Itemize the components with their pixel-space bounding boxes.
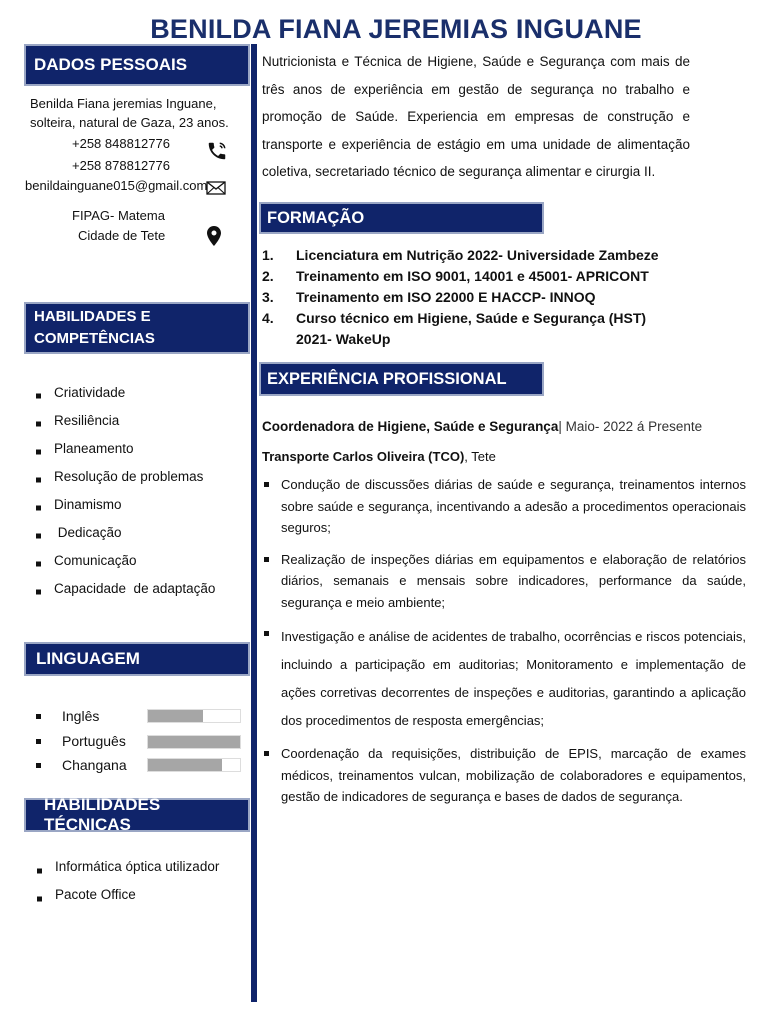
section-title: EXPERIÊNCIA PROFISSIONAL [267, 369, 507, 388]
technical-skills-list [31, 857, 219, 913]
list-item: Condução de discussões diárias de saúde e segurança, treinamentos internos sobre saúde e segurança, incentivando a adesão a procedimentos operacionais seguros; [262, 474, 746, 539]
bullet [36, 739, 41, 744]
location-pin-icon [207, 226, 221, 246]
item-text: Curso técnico em Higiene, Saúde e Segurança (HST) 2021- WakeUp [296, 310, 647, 347]
section-header-technical [24, 795, 250, 834]
section-header-education [259, 202, 544, 234]
section-header-experience [259, 362, 544, 396]
personal-line: solteira, natural de Gaza, 23 anos. [30, 115, 229, 130]
section-title: HABILIDADES TÉCNICAS [44, 795, 161, 834]
personal-line: Benilda Fiana jeremias Inguane, [30, 96, 217, 111]
item-text: Treinamento em ISO 9001, 14001 e 45001- APRICONT [296, 268, 649, 284]
list-item [262, 266, 702, 287]
list-item: Resolução de problemas [30, 466, 215, 494]
section-title: LINGUAGEM [36, 649, 140, 668]
language-row [36, 706, 99, 726]
language-row [36, 755, 127, 775]
company-name: Transporte Carlos Oliveira (TCO) [262, 449, 465, 464]
section-title: COMPETÊNCIAS [34, 330, 155, 347]
candidate-name: BENILDA FIANA JEREMIAS INGUANE [150, 14, 642, 44]
phone-icon [206, 140, 228, 162]
section-header-languages [24, 642, 250, 676]
language-level-bar [147, 709, 241, 723]
language-level-fill [148, 759, 222, 771]
language-name: Inglês [62, 708, 100, 724]
section-title: DADOS PESSOAIS [34, 55, 188, 74]
list-item: Capacidade de adaptação [30, 578, 215, 606]
language-level-fill [148, 710, 203, 722]
list-item: Criatividade [30, 382, 215, 410]
item-number: 3. [262, 289, 274, 305]
section-header-personal [24, 44, 250, 86]
language-name: Changana [62, 757, 127, 773]
job-period: | Maio- 2022 á Presente [558, 419, 703, 434]
education-list [262, 245, 702, 350]
list-item: Resiliência [30, 410, 215, 438]
language-level-bar [147, 758, 241, 772]
list-item: Dinamismo [30, 494, 215, 522]
email-address: benildainguane015@gmail.com [25, 178, 208, 193]
language-level-bar [147, 735, 241, 749]
list-item: Coordenação da requisições, distribuição de EPIS, marcação de exames médicos, treinamentos vulcan, mobilização de colaboradores e equipamentos, gestão de indicadores de segurança e bases de dados de segurança. [262, 743, 746, 808]
address-line: Cidade de Tete [78, 228, 166, 243]
language-level-fill [148, 736, 240, 748]
list-item: Investigação e análise de acidentes de trabalho, ocorrências e riscos potenciais, incluindo a participação em auditorias; Monitoramento e implementação de ações corretivas decorrentes de inspeções e auditorias, garantindo a aplicação dos procedimentos de resposta emergências; [262, 623, 746, 735]
item-text: Licenciatura em Nutrição 2022- Universidade Zambeze [296, 247, 659, 263]
envelope-icon [206, 181, 226, 195]
company-location: , Tete [464, 449, 496, 464]
phone-number: +258 878812776 [72, 158, 170, 173]
list-item: Comunicação [30, 550, 215, 578]
list-item [262, 245, 702, 266]
item-number: 2. [262, 268, 274, 284]
list-item: Informática óptica utilizador [31, 857, 219, 885]
vertical-divider [251, 44, 257, 1002]
profile-summary: Nutricionista e Técnica de Higiene, Saúde e Segurança com mais de três anos de experiência em gestão de segurança no trabalho e promoção de Saúde. Experiencia em empresas de construção e transporte e experiência de estágio em uma unidade de alimentação coletiva, secretariado técnico de segurança alimentar e cirurgia II. [262, 54, 690, 179]
job-heading [262, 419, 702, 434]
language-row [36, 731, 126, 751]
job-title: Coordenadora de Higiene, Saúde e Segurança [262, 419, 559, 434]
address-line: FIPAG- Matema [72, 208, 165, 223]
item-number: 1. [262, 247, 274, 263]
list-item [262, 308, 702, 350]
bullet [36, 763, 41, 768]
list-item: Realização de inspeções diárias em equipamentos e elaboração de relatórios diários, semanais e mensais sobre indicadores, performance da saúde, segurança e meio ambiente; [262, 549, 746, 614]
list-item: Dedicação [30, 522, 215, 550]
skills-list [30, 382, 215, 606]
section-title: HABILIDADES E [34, 308, 151, 325]
list-item: Planeamento [30, 438, 215, 466]
bullet [36, 714, 41, 719]
list-item [262, 287, 702, 308]
list-item: Pacote Office [31, 885, 219, 913]
duties-list [262, 474, 746, 808]
personal-details [30, 94, 250, 132]
language-name: Português [62, 733, 126, 749]
section-header-skills [24, 302, 250, 354]
company-line [262, 449, 496, 464]
item-number: 4. [262, 310, 274, 326]
phone-number: +258 848812776 [72, 136, 170, 151]
section-title: FORMAÇÃO [267, 208, 365, 227]
item-text: Treinamento em ISO 22000 E HACCP- INNOQ [296, 289, 596, 305]
